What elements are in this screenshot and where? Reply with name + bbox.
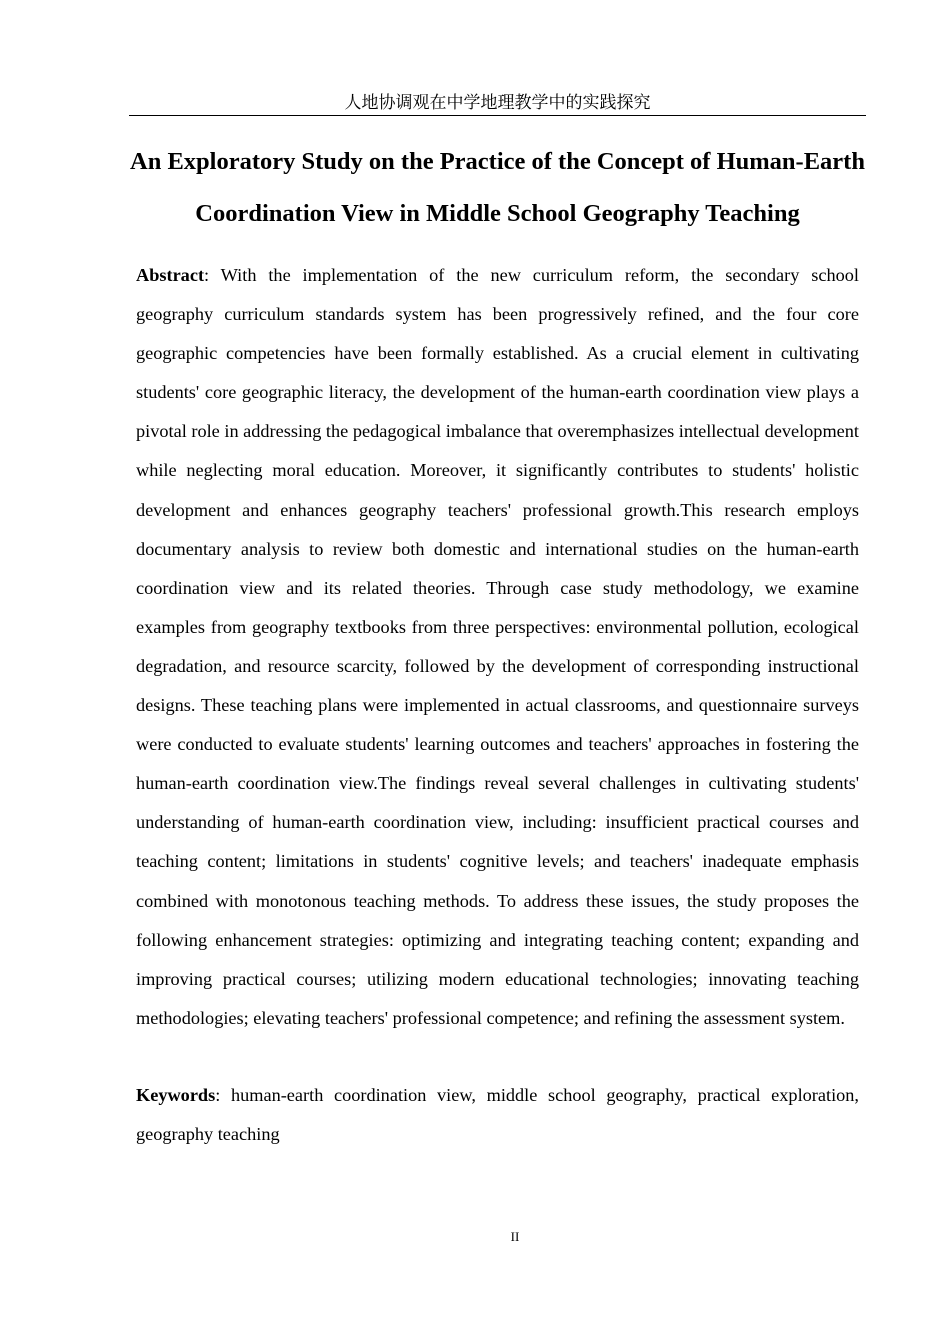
header-rule xyxy=(129,115,866,116)
keywords-text: human-earth coordination view, middle school geography, practical exploration, geography teaching xyxy=(136,1085,859,1144)
page-title: An Exploratory Study on the Practice of the Concept of Human-Earth Coordination View in Middle School Geography Teaching xyxy=(130,148,865,227)
abstract-separator: : xyxy=(204,265,221,285)
keywords-paragraph xyxy=(136,1076,859,1154)
abstract-text: With the implementation of the new curriculum reform, the secondary school geography curriculum standards system has been progressively refined, and the four core geographic competencies have been formally established. As a crucial element in cultivating students' core geographic literacy, the development of the human-earth coordination view plays a pivotal role in addressing the pedagogical imbalance that overemphasizes intellectual development while neglecting moral education. Moreover, it significantly contributes to students' holistic development and enhances geography teachers' professional growth.This research employs documentary analysis to review both domestic and international studies on the human-earth coordination view and its related theories. Through case study methodology, we examine examples from geography textbooks from three perspectives: environmental pollution, ecological degradation, and resource scarcity, followed by the development of corresponding instructional designs. These teaching plans were implemented in actual classrooms, and questionnaire surveys were conducted to evaluate students' learning outcomes and teachers' approaches in fostering the human-earth coordination view.The findings reveal several challenges in cultivating students' understanding of human-earth coordination view, including: insufficient practical courses and teaching content; limitations in students' cognitive levels; and teachers' inadequate emphasis combined with monotonous teaching methods. To address these issues, the study proposes the following enhancement strategies: optimizing and integrating teaching content; expanding and improving practical courses; utilizing modern educational technologies; innovating teaching methodologies; elevating teachers' professional competence; and refining the assessment system. xyxy=(136,265,859,1028)
abstract-label: Abstract xyxy=(136,265,205,285)
keywords-label: Keywords xyxy=(136,1085,216,1105)
page-number: II xyxy=(510,1229,520,1244)
keywords-separator: : xyxy=(215,1085,231,1105)
abstract-paragraph xyxy=(136,256,859,1038)
running-header: 人地协调观在中学地理教学中的实践探究 xyxy=(344,93,651,113)
